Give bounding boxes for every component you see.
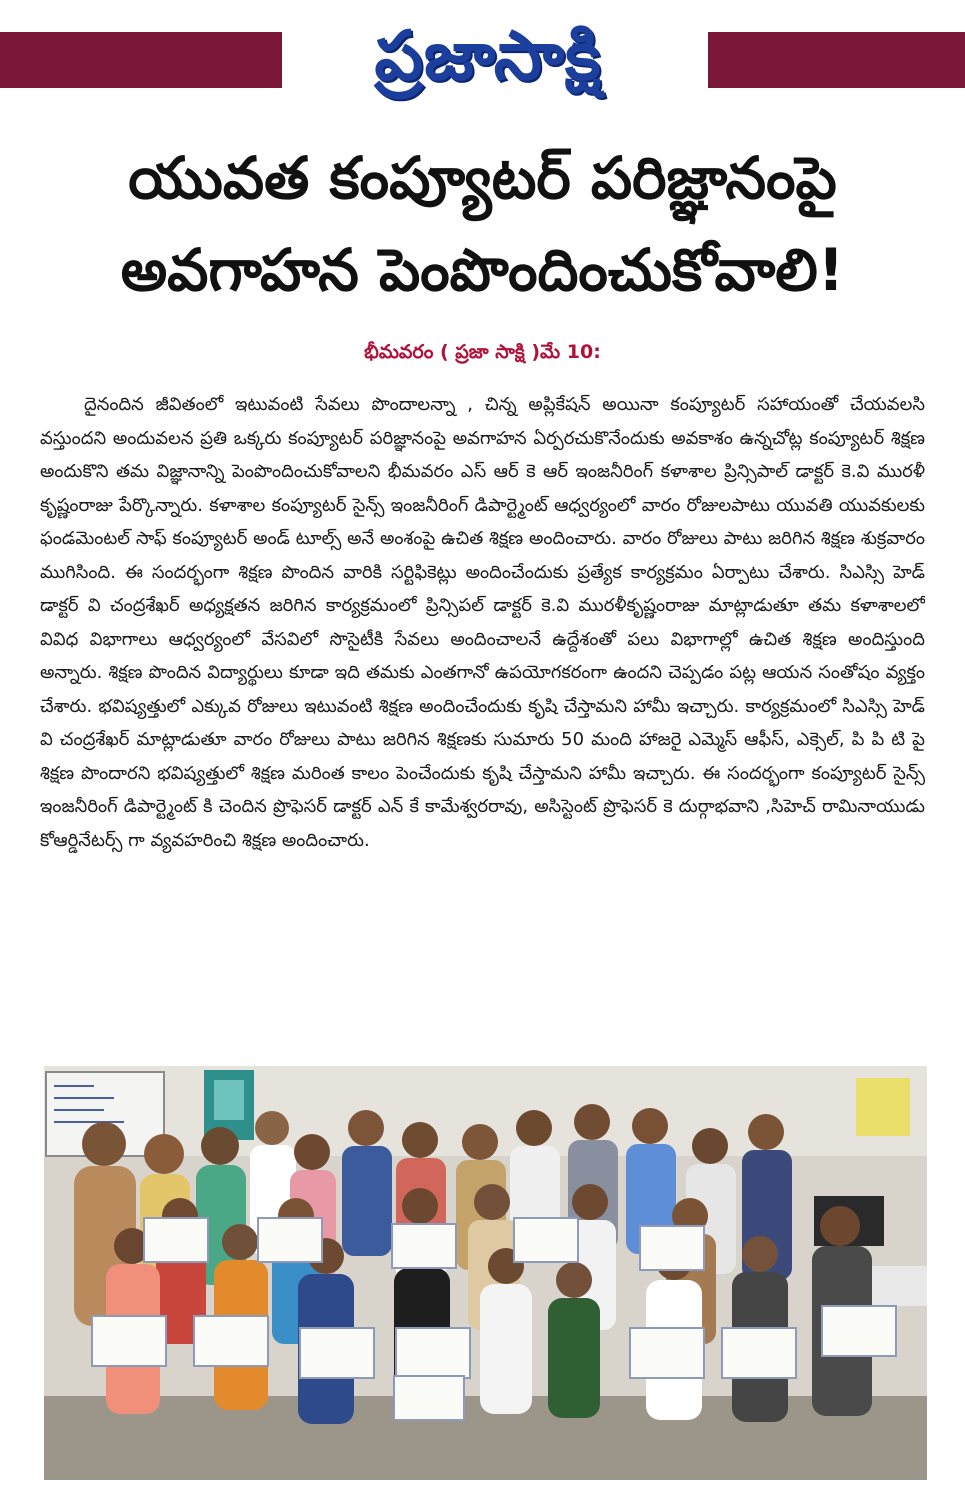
- logo-text: ప్రజాసాక్షి: [374, 16, 602, 96]
- article-body: దైనందిన జీవితంలో ఇటువంటి సేవలు పొందాలన్నా , చిన్న అప్లికేషన్ అయినా కంప్యూటర్ సహాయంతో చేయవలసి వస్తుందని అందువలన ప్రతి ఒక్కరు కంప్యూటర్ పరిజ్ఞానంపై అవగాహన ఏర్పరచుకొనేందుకు అవకాశం ఉన్నచోట్ల కంప్యూటర్ శిక్షణ అందుకొని తమ విజ్ఞానాన్ని పెంపొందించుకోవాలని భీమవరం ఎస్ ఆర్ కె ఆర్ ఇంజనీరింగ్ కళాశాల ప్రిన్సిపాల్ డాక్టర్ కె.వి మురళీ కృష్ణంరాజు పేర్కొన్నారు. కళాశాల కంప్యూటర్ సైన్స్ ఇంజనీరింగ్ డిపార్ట్మెంట్ ఆధ్వర్యంలో వారం రోజులపాటు యువతి యువకులకు ఫండమెంటల్ సాఫ్ కంప్యూటర్ అండ్ టూల్స్ అనే అంశంపై ఉచిత శిక్షణ అందించారు. వారం రోజులు పాటు జరిగిన శిక్షణ శుక్రవారం ముగిసింది. ఈ సందర్భంగా శిక్షణ పొందిన వారికి సర్టిఫికెట్లు అందించేందుకు ప్రత్యేక కార్యక్రమం ఏర్పాటు చేశారు. సిఎస్సి హెడ్ డాక్టర్ వి చంద్రశేఖర్ అధ్యక్షతన జరిగిన కార్యక్రమంలో ప్రిన్సిపల్ డాక్టర్ కె.వి మురళీకృష్ణంరాజు మాట్లాడుతూ తమ కళాశాలలో వివిధ విభాగాలు ఆధ్వర్యంలో వేసవిలో సొసైటీకి సేవలు అందించాలనే ఉద్దేశంతో పలు విభాగాల్లో ఉచిత శిక్షణ అందిస్తుంది అన్నారు. శిక్షణ పొందిన విద్యార్థులు కూడా ఇది తమకు ఎంతగానో ఉపయోగకరంగా ఉందని చెప్పడం పట్ల ఆయన సంతోషం వ్యక్తం చేశారు. భవిష్యత్తులో ఎక్కువ రోజులు ఇటువంటి శిక్షణ అందించేందుకు కృషి చేస్తామని హామీ ఇచ్చారు. కార్యక్రమంలో సిఎస్సి హెడ్ వి చంద్రశేఖర్ మాట్లాడుతూ వారం రోజులు పాటు జరిగిన శిక్షణకు సుమారు 50 మంది హాజరై ఎమ్మెస్ ఆఫీస్, ఎక్సెల్, పి పి టి పై శిక్షణ పొందారని భవిష్యత్తులో శిక్షణ మరింత కాలం పెంచేందుకు కృషి చేస్తామని హామీ ఇచ్చారు. ఈ సందర్భంగా కంప్యూటర్ సైన్స్ ఇంజనీరింగ్ డిపార్ట్మెంట్ కి చెందిన ప్రొఫెసర్ డాక్టర్ ఎన్ కే కామేశ్వరరావు, అసిస్టెంట్ ప్రొఫెసర్ కె దుర్గాభవాని ,సిహెచ్ రామినాయుడు కోఆర్డినేటర్స్ గా వ్యవహరించి శిక్షణ అందించారు.: [40, 394, 925, 851]
- newspaper-logo: [318, 14, 658, 114]
- headline-line-2: అవగాహన పెంపొందించుకోవాలి!: [120, 236, 845, 304]
- masthead-band-right: [708, 32, 965, 88]
- group-photo: [44, 1066, 927, 1480]
- masthead-band-left: [0, 32, 282, 88]
- headline-line-1: యువత కంప్యూటర్ పరిజ్ఞానంపై: [128, 144, 837, 212]
- dateline: భీమవరం ( ప్రజా సాక్షి )మే 10:: [364, 341, 601, 363]
